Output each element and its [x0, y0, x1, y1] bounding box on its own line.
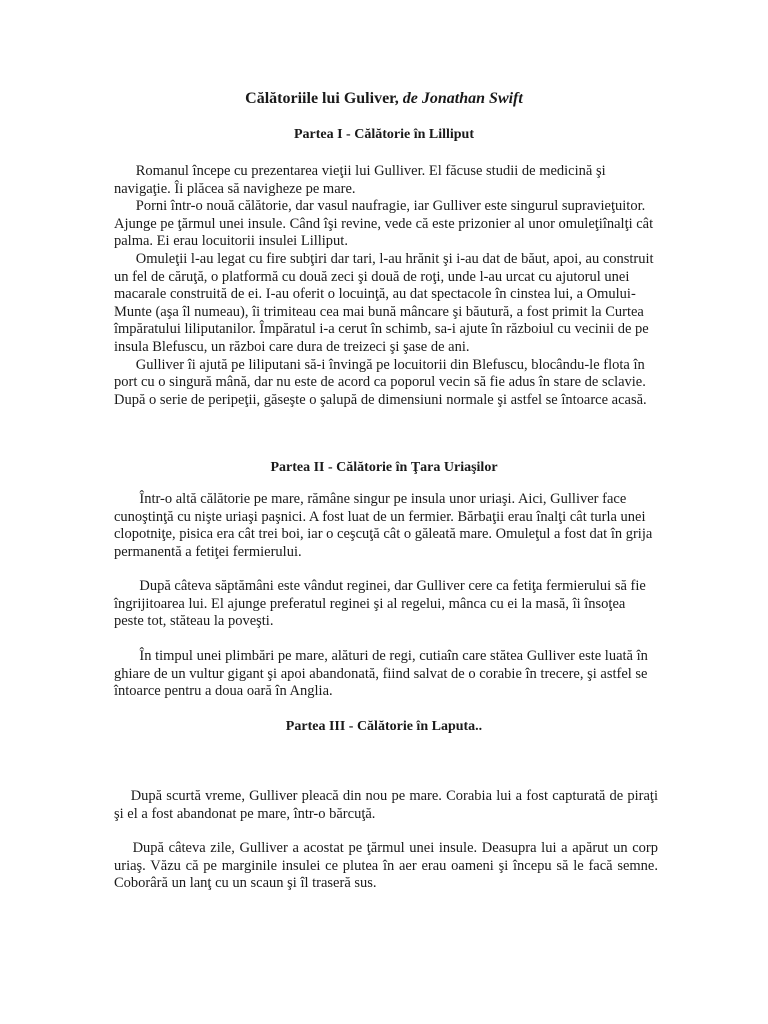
section-heading-part2: Partea II - Călătorie în Ţara Uriaşilor [270, 460, 498, 475]
part2-paragraph-2: După câteva săptămâni este vândut reginei, dar Gulliver cere ca fetiţa fermierului să fie îngrijitoarea lui. El ajunge preferatul reginei şi al regelui, mânca cu ei la masă, îi însoţea peste tot, stăteau la poveşti. [114, 578, 646, 630]
paragraph: Romanul începe cu prezentarea vieţii lui Gulliver. El făcuse studii de medicină şi navigaţie. Îi plăcea să navigheze pe mare. [114, 163, 606, 197]
part3-paragraph-2: După câteva zile, Gulliver a acostat pe ţărmul unei insule. Deasupra lui a apărut un corp uriaş. Văzu că pe marginile insulei ce plutea în aer erau oameni şi începu să le facă semne. Coborâră un lanţ cu un scaun şi îl traseră sus. [114, 840, 658, 892]
part2-paragraph-3: În timpul unei plimbări pe mare, alături de regi, cutiaîn care stătea Gulliver este luată în ghiare de un vultur gigant şi apoi abandonată, fiind salvat de o corabie în trecere, şi astfel se întoarce pentru a doua oară în Anglia. [114, 648, 648, 700]
document-title [0, 90, 768, 108]
part3-paragraph-1: După scurtă vreme, Gulliver pleacă din nou pe mare. Corabia lui a fost capturată de piraţi şi el a fost abandonat pe mare, într-o bărcuţă. [114, 788, 658, 822]
section-heading-part1: Partea I - Călătorie în Lilliput [293, 127, 475, 142]
paragraph: Porni într-o nouă călătorie, dar vasul naufragie, iar Gulliver este singurul supravieţuitor. Ajunge pe ţărmul unei insule. Când îşi revine, vede că este prizonier al unor omuleţiînalţi cât palma. Ei erau locuitorii insulei Lilliput. [114, 198, 654, 250]
title-main: Călătoriile lui Guliver, [245, 90, 399, 107]
part1-paragraphs [114, 163, 658, 409]
paragraph: Omuleţii l-au legat cu fire subţiri dar tari, l-au hrănit şi i-au dat de băut, apoi, au construit un fel de căruţă, o platformă cu două zeci şi două de roţi, unde l-au urcat cu ajutorul unei macarale construită de ei. I-au oferit o locuinţă, au dat spectacole în cinstea lui, a Omului-Munte (aşa îl numeau), îi trimiteau cea mai bună mâncare şi băutură, a fost primit la Curtea împăratului liliputanilor. Împăratul i-a cerut în schimb, sa-i ajute în războiul cu vecinii de pe insula Blefuscu, un război care dura de treizeci şi şase de ani. [114, 250, 654, 355]
part2-paragraph-1: Într-o altă călătorie pe mare, rămâne singur pe insula unor uriaşi. Aici, Gulliver face cunoştinţă cu nişte uriaşi paşnici. A fost luat de un fermier. Bărbaţii erau înalţi cât turla unei clopotniţe, pisica era cât trei boi, iar o ceşcuţă cât o găleată mare. Omuleţul a fost dat în grija permanentă a fetiţei fermierului. [114, 491, 653, 560]
title-author: de Jonathan Swift [402, 90, 523, 107]
paragraph: Gulliver îi ajută pe liliputani să-i învingă pe locuitorii din Blefuscu, blocându-le flota în port cu o singură mână, dar nu este de acord ca poporul vecin să fie adus în stare de sclavie. După o serie de peripeţii, găseşte o şalupă de dimensiuni normale şi astfel se întoarce acasă. [114, 356, 647, 408]
section-heading-part3: Partea III - Călătorie în Laputa.. [285, 719, 483, 734]
